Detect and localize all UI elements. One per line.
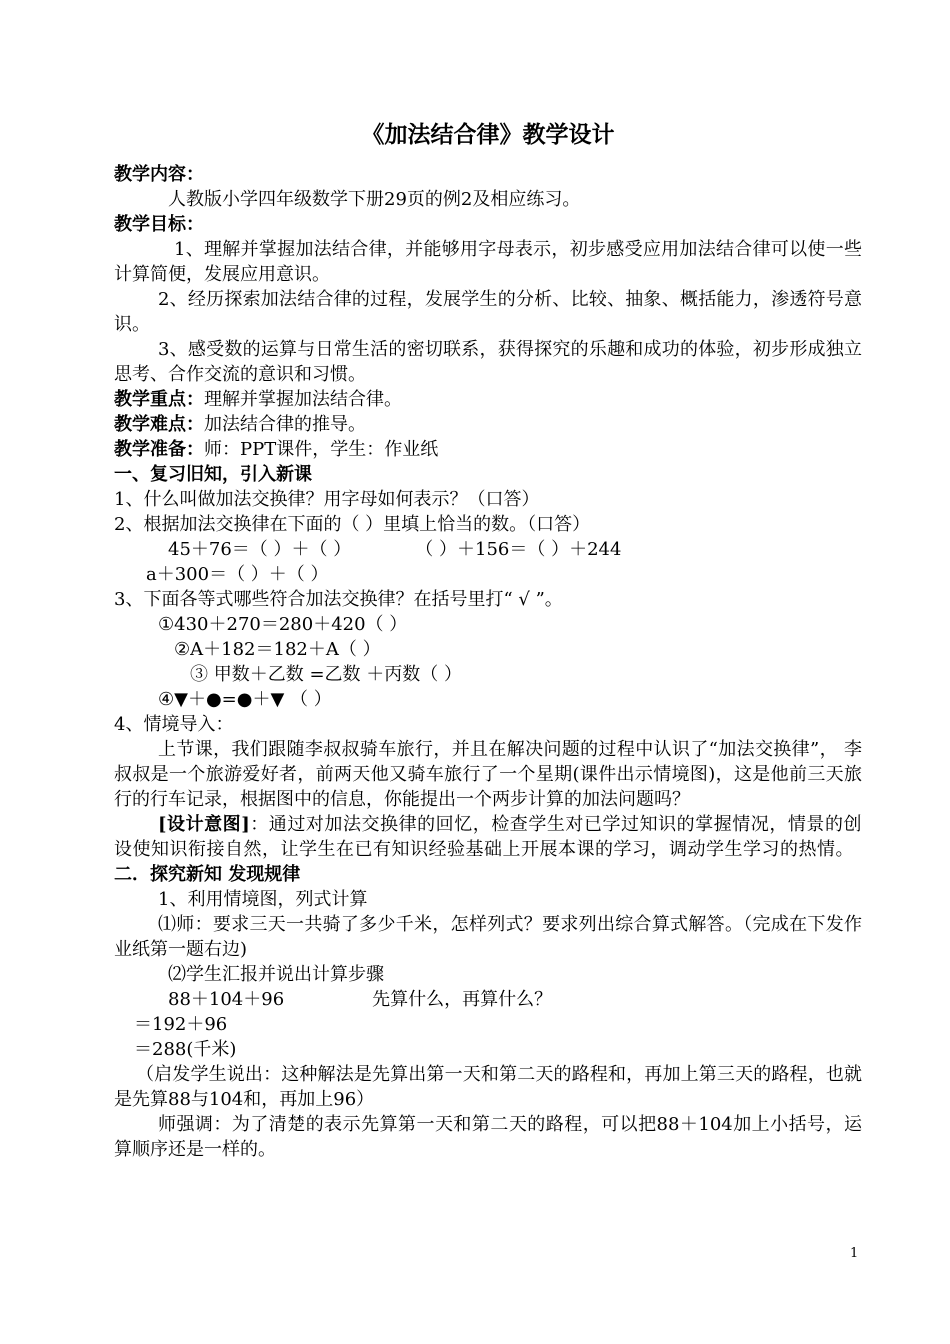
difficulty-text: 加法结合律的推导。	[204, 414, 366, 435]
part2-heading: 二．探究新知 发现规律	[114, 864, 301, 885]
question-2-eq3: a＋300＝（ ）＋（ ）	[146, 564, 329, 585]
goals-label: 教学目标：	[114, 214, 204, 235]
question-4-text: 上节课，我们跟随李叔叔骑车旅行，并且在解决问题的过程中认识了“加法交换律”， 李叔叔是一个旅游爱好者，前两天他又骑车旅行了一个星期(课件出示情境图)，这是他前三天旅行的行车记录，根据图中的信息，你能提出一个两步计算的加法问题吗？	[114, 739, 862, 810]
design-intent-label: [设计意图]	[158, 814, 251, 835]
content-label: 教学内容：	[114, 164, 204, 185]
key-point	[114, 387, 862, 412]
question-3-c: ③ 甲数＋乙数 =乙数 ＋丙数（ ）	[190, 664, 462, 685]
content-text: 人教版小学四年级数学下册29页的例2及相应练习。	[168, 189, 581, 210]
calc-row-1	[114, 987, 862, 1012]
goal-2: 2、经历探索加法结合律的过程，发展学生的分析、比较、抽象、概括能力，渗透符号意识。	[114, 289, 862, 335]
question-3-a: ①430＋270＝280＋420（ ）	[158, 614, 408, 635]
key-label: 教学重点：	[114, 389, 204, 410]
question-1: 1、什么叫做加法交换律？用字母如何表示？（口答）	[114, 489, 540, 510]
question-2-eq1: 45＋76＝（ ）＋（ ）	[168, 539, 352, 560]
goal-3: 3、感受数的运算与日常生活的密切联系，获得探究的乐趣和成功的体验，初步形成独立思考、合作交流的意识和习惯。	[114, 339, 862, 385]
question-2: 2、根据加法交换律在下面的（ ）里填上恰当的数。（口答）	[114, 514, 591, 535]
question-3: 3、下面各等式哪些符合加法交换律？在括号里打“ √ ”。	[114, 589, 563, 610]
difficulty	[114, 412, 862, 437]
question-2-eq2: （ ）＋156＝（ ）＋244	[415, 539, 622, 560]
step-1-b: ⑵学生汇报并说出计算步骤	[168, 964, 384, 985]
document-title: 《加法结合律》教学设计	[361, 122, 615, 148]
design-intent-text: ：通过对加法交换律的回忆，检查学生对已学过知识的掌握情况，情景的创设使知识衔接自然，让学生在已有知识经验基础上开展本课的学习，调动学生学习的热情。	[114, 814, 862, 860]
calc-line-1: 88＋104＋96	[168, 989, 285, 1010]
step-1-a: ⑴师：要求三天一共骑了多少千米，怎样列式？要求列出综合算式解答。（完成在下发作业纸第一题右边)	[114, 914, 862, 960]
preparation-text: 师：PPT课件，学生：作业纸	[204, 439, 439, 460]
calc-line-2: ＝192＋96	[134, 1014, 228, 1035]
calc-line-3: ＝288(千米)	[134, 1039, 237, 1060]
teacher-emphasis: 师强调：为了清楚的表示先算第一天和第二天的路程，可以把88＋104加上小括号，运算顺序还是一样的。	[114, 1114, 862, 1160]
calc-question: 先算什么，再算什么？	[372, 989, 553, 1010]
preparation	[114, 437, 862, 462]
question-4: 4、情境导入：	[114, 714, 234, 735]
goal-1: 1、理解并掌握加法结合律，并能够用字母表示，初步感受应用加法结合律可以使一些计算简便，发展应用意识。	[114, 239, 862, 285]
part1-heading: 一、复习旧知，引入新课	[114, 464, 312, 485]
design-intent	[114, 812, 862, 862]
step-1: 1、利用情境图，列式计算	[158, 889, 368, 910]
question-2-row	[114, 537, 862, 562]
page-number: 1	[850, 1246, 859, 1261]
hint-text: （启发学生说出：这种解法是先算出第一天和第二天的路程和，再加上第三天的路程，也就是先算88与104和，再加上96）	[114, 1064, 862, 1110]
difficulty-label: 教学难点：	[114, 414, 204, 435]
preparation-label: 教学准备：	[114, 439, 204, 460]
document-body	[114, 162, 862, 1162]
question-3-b: ②A＋182＝182＋A（ ）	[174, 639, 381, 660]
question-3-d: ④▼＋●=●＋▼ （ ）	[158, 689, 332, 710]
key-text: 理解并掌握加法结合律。	[204, 389, 402, 410]
